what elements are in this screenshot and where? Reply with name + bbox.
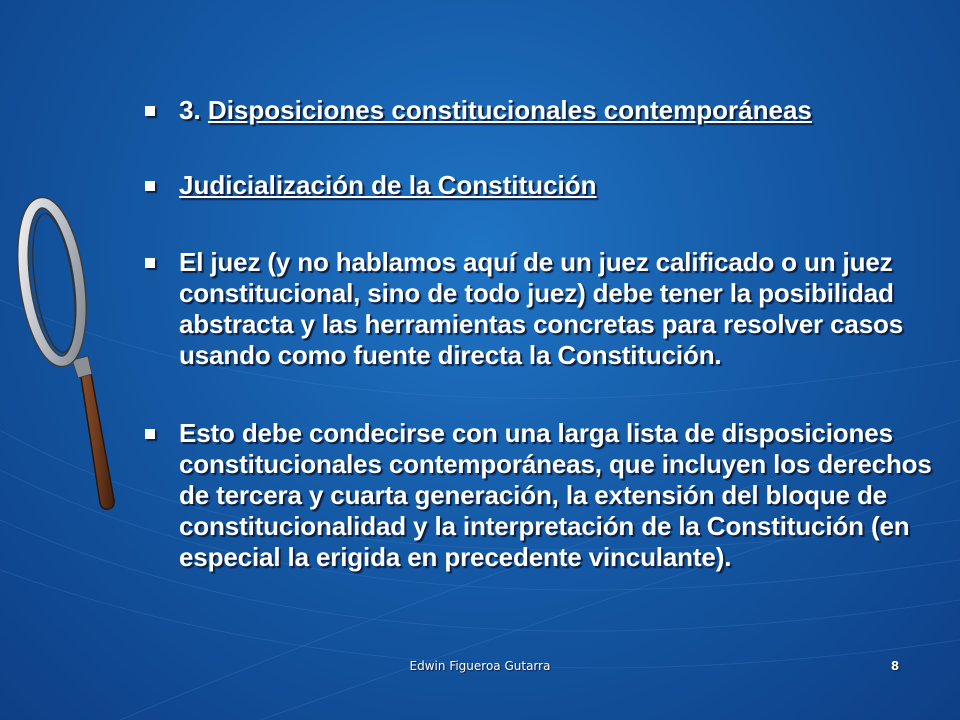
bullet-list	[145, 95, 935, 573]
section-number: 3.	[179, 95, 208, 125]
square-bullet-icon	[145, 258, 155, 268]
subsection-heading: Judicialización de la Constitución	[179, 170, 597, 200]
square-bullet-icon	[145, 106, 155, 116]
bullet-item	[145, 95, 935, 126]
page-number: 8	[890, 659, 900, 673]
square-bullet-icon	[145, 429, 155, 439]
bullet-item	[145, 247, 935, 371]
bullet-text: El juez (y no hablamos aquí de un juez calificado o un juez constitucional, sino de todo juez) debe tener la posibilidad abstracta y las herramientas concretas para resolver casos usando como fuente directa la Constitución.	[179, 247, 904, 370]
bullet-item	[145, 170, 935, 201]
footer-author: Edwin Figueroa Gutarra	[409, 659, 551, 673]
section-heading: Disposiciones constitucionales contemporáneas	[207, 95, 812, 125]
bullet-text: Esto debe condecirse con una larga lista de disposiciones constitucionales contemporáneas, que incluyen los derechos de tercera y cuarta generación, la extensión del bloque de constitucionalidad y la interpretación de la Constitución (en especial la erigida en precedente vinculante).	[179, 418, 932, 572]
square-bullet-icon	[145, 181, 155, 191]
bullet-item	[145, 418, 935, 573]
